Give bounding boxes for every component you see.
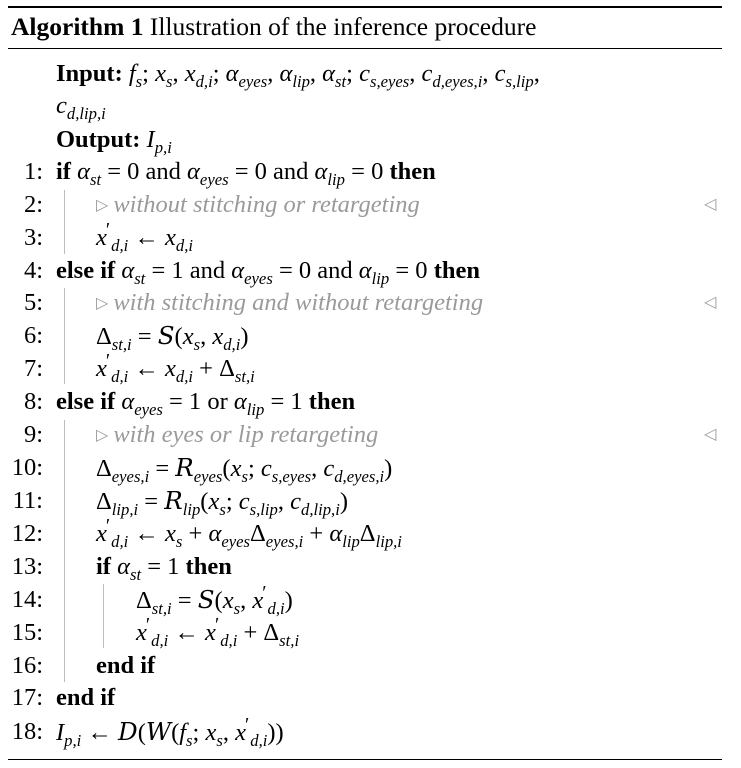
line-number: 4: bbox=[23, 257, 43, 284]
line-number: 9: bbox=[23, 421, 43, 448]
line-number: 15: bbox=[11, 619, 43, 646]
algorithm-line: 17: end if bbox=[0, 682, 741, 714]
input-line-continued: $c_{d,lip,i}$ bbox=[56, 92, 106, 123]
algorithm-line: 6: $\Delta_{st,i} = S(x_s$, $x_{d,i}$) bbox=[23, 321, 249, 354]
line-number: 14: bbox=[11, 586, 43, 613]
algorithm-line: 1: if $\alpha_{st} = 0$ and $\alpha_{eyes} = 0$ and $\alpha_{lip} = 0$ then bbox=[23, 158, 436, 189]
algorithm-line bbox=[0, 189, 741, 221]
comment-end-icon: ◁ bbox=[704, 426, 717, 443]
algorithm-line: 13: if $\alpha_{st} = 1$ then bbox=[11, 553, 232, 584]
line-number: 3: bbox=[23, 224, 43, 251]
algorithm-line: 3: $x'_{d,i}$ ← $x_{d,i}$ bbox=[23, 220, 194, 255]
output-line: Output: $I_{p,i}$ bbox=[56, 126, 172, 157]
algorithm-label: Algorithm 1 bbox=[11, 12, 144, 41]
line-number: 12: bbox=[11, 520, 43, 547]
algorithm-line: 8: else if $\alpha_{eyes} = 1$ or $\alpha_{lip} = 1$ then bbox=[23, 388, 356, 419]
algorithm-title: Illustration of the inference procedure bbox=[149, 12, 537, 41]
comment-end-icon: ◁ bbox=[704, 294, 717, 311]
line-number: 5: bbox=[23, 289, 43, 316]
algorithm-line: 10: $\Delta_{eyes,i} = R_{eyes}(x_s$; $c_{s,eyes}$, $c_{d,eyes,i}$) bbox=[11, 453, 393, 486]
comment-marker-icon: ▷ bbox=[96, 197, 109, 214]
line-number: 8: bbox=[23, 388, 43, 415]
line-number: 13: bbox=[11, 553, 43, 580]
comment-marker-icon: ▷ bbox=[96, 427, 109, 444]
algorithm-line bbox=[0, 419, 741, 451]
algorithm-line: 14: $\Delta_{st,i} = S(x_s$, $x'_{d,i}$) bbox=[11, 583, 293, 618]
line-number: 16: bbox=[11, 652, 43, 679]
line-number: 1: bbox=[23, 158, 43, 185]
algorithm-line: 12: $x'_{d,i}$ ← $x_s + \alpha_{eyes}\Delta_{eyes,i} + \alpha_{lip}\Delta_{lip,i}$ bbox=[11, 516, 402, 551]
algorithm-caption bbox=[11, 8, 536, 46]
algorithm-line: 7: $x'_{d,i}$ ← $x_{d,i} + \Delta_{st,i}$ bbox=[23, 351, 255, 386]
comment: with eyes or lip retargeting bbox=[113, 421, 379, 448]
line-number: 6: bbox=[23, 322, 43, 349]
output-label: Output: bbox=[56, 126, 141, 153]
algorithm-line: 11: $\Delta_{lip,i} = R_{lip}(x_s$; $c_{s,lip}$, $c_{d,lip,i}$) bbox=[12, 486, 349, 519]
line-number: 10: bbox=[11, 454, 43, 481]
algorithm-line: 18: $I_{p,i}$ ← $D(W(f_s$; $x_s$, $x'_{d,i}$)) bbox=[11, 715, 284, 750]
algorithm-line bbox=[0, 287, 741, 319]
algorithm-line: 15: $x'_{d,i}$ ← $x'_{d,i} + \Delta_{st,i}$ bbox=[11, 615, 300, 650]
line-number: 18: bbox=[11, 718, 43, 745]
algorithm-line: 4: else if $\alpha_{st} = 1$ and $\alpha_{eyes} = 0$ and $\alpha_{lip} = 0$ then bbox=[23, 257, 480, 288]
line-number: 2: bbox=[23, 191, 43, 218]
line-number: 11: bbox=[12, 487, 43, 514]
input-label: Input: bbox=[56, 60, 123, 87]
comment-end-icon: ◁ bbox=[704, 196, 717, 213]
bottom-rule bbox=[8, 759, 722, 760]
caption-rule bbox=[8, 48, 722, 49]
line-number: 7: bbox=[23, 355, 43, 382]
comment: without stitching or retargeting bbox=[113, 191, 420, 218]
line-number: 17: bbox=[11, 684, 43, 711]
comment: with stitching and without retargeting bbox=[113, 289, 484, 316]
comment-marker-icon: ▷ bbox=[96, 295, 109, 312]
input-line: Input: $f_s$; $x_s$, $x_{d,i}$; $\alpha_{eyes}$, $\alpha_{lip}$, $\alpha_{st}$; $c_{s,eyes}$, $c_{d,eyes,i}$, $c_{s,lip}$, bbox=[56, 60, 540, 91]
algorithm-line: 16: end if bbox=[0, 650, 741, 682]
